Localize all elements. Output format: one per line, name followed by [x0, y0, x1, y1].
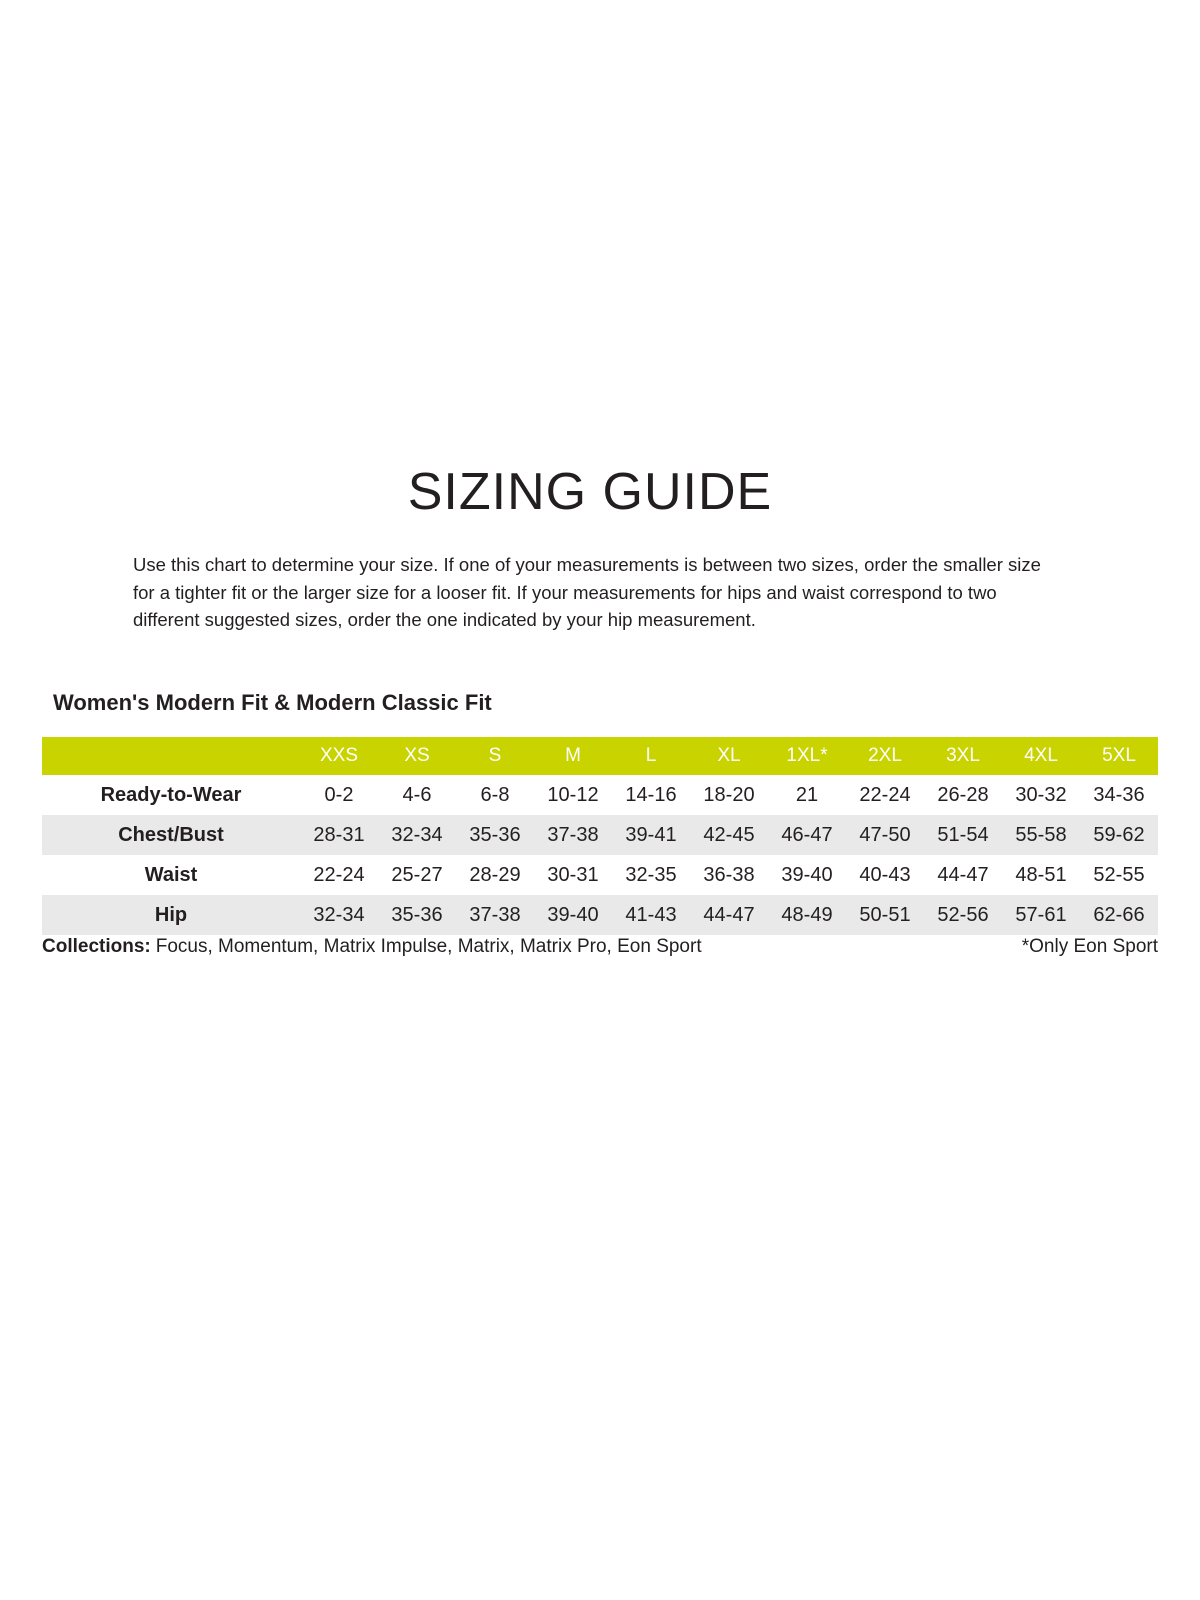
size-cell: 59-62	[1093, 823, 1145, 846]
size-cell: 18-20	[703, 783, 755, 806]
size-table	[42, 737, 1158, 935]
size-cell: 6-8	[480, 783, 510, 806]
size-cell: 52-55	[1093, 863, 1145, 886]
size-cell: 32-34	[391, 823, 443, 846]
collections-list: Focus, Momentum, Matrix Impulse, Matrix, Matrix Pro, Eon Sport	[155, 936, 702, 957]
footnote: *Only Eon Sport	[1021, 936, 1158, 957]
page-title: SIZING GUIDE	[407, 463, 773, 521]
intro-text: Use this chart to determine your size. If one of your measurements is between two sizes, order the smaller size for a tighter fit or the larger size for a looser fit. If your measurements for hips and waist correspond to two different suggested sizes, order the one indicated by your hip measurement.	[133, 554, 1041, 630]
size-cell: 26-28	[937, 783, 989, 806]
size-cell: 10-12	[547, 783, 599, 806]
size-cell: 22-24	[859, 783, 911, 806]
size-cell: 36-38	[703, 863, 755, 886]
table-row	[42, 815, 1158, 855]
size-cell: 21	[795, 783, 819, 806]
size-cell: 62-66	[1093, 903, 1145, 926]
collections-line	[42, 936, 702, 958]
size-cell: 28-29	[469, 863, 521, 886]
size-cell: 40-43	[859, 863, 911, 886]
size-cell: 39-41	[625, 823, 677, 846]
column-header: XS	[404, 745, 430, 766]
size-cell: 34-36	[1093, 783, 1145, 806]
size-cell: 44-47	[703, 903, 755, 926]
table-footer	[42, 936, 1158, 958]
size-cell: 32-34	[313, 903, 365, 926]
size-cell: 48-49	[781, 903, 833, 926]
size-cell: 4-6	[402, 783, 432, 806]
column-header: M	[565, 745, 581, 766]
size-cell: 35-36	[469, 823, 521, 846]
row-label: Hip	[154, 903, 188, 926]
size-cell: 35-36	[391, 903, 443, 926]
size-cell: 32-35	[625, 863, 677, 886]
row-label: Chest/Bust	[118, 823, 224, 846]
size-cell: 57-61	[1015, 903, 1067, 926]
size-cell: 46-47	[781, 823, 833, 846]
size-cell: 28-31	[313, 823, 365, 846]
column-header: XL	[717, 745, 741, 766]
collections-label: Collections:	[42, 936, 151, 957]
size-cell: 37-38	[547, 823, 599, 846]
column-header: 5XL	[1102, 745, 1136, 766]
column-header: 3XL	[946, 745, 980, 766]
size-cell: 55-58	[1015, 823, 1067, 846]
size-cell: 51-54	[937, 823, 989, 846]
size-cell: 30-32	[1015, 783, 1067, 806]
size-cell: 47-50	[859, 823, 911, 846]
size-cell: 42-45	[703, 823, 755, 846]
column-header: S	[488, 745, 502, 766]
size-cell: 22-24	[313, 863, 365, 886]
size-cell: 0-2	[324, 783, 354, 806]
size-cell: 39-40	[547, 903, 599, 926]
row-label: Waist	[144, 863, 198, 886]
column-header: 2XL	[868, 745, 902, 766]
size-cell: 14-16	[625, 783, 677, 806]
size-cell: 52-56	[937, 903, 989, 926]
table-row	[42, 775, 1158, 815]
size-cell: 50-51	[859, 903, 911, 926]
size-cell: 30-31	[547, 863, 599, 886]
section-heading: Women's Modern Fit & Modern Classic Fit	[53, 690, 492, 715]
table-header-row	[42, 737, 1158, 775]
column-header: L	[645, 745, 657, 766]
table-row	[42, 855, 1158, 895]
size-cell: 39-40	[781, 863, 833, 886]
size-cell: 37-38	[469, 903, 521, 926]
table-row	[42, 895, 1158, 935]
size-cell: 48-51	[1015, 863, 1067, 886]
size-cell: 41-43	[625, 903, 677, 926]
column-header: 4XL	[1024, 745, 1058, 766]
column-header: 1XL*	[786, 745, 828, 766]
size-cell: 25-27	[391, 863, 443, 886]
column-header: XXS	[319, 745, 359, 766]
row-label: Ready-to-Wear	[100, 783, 242, 806]
size-cell: 44-47	[937, 863, 989, 886]
